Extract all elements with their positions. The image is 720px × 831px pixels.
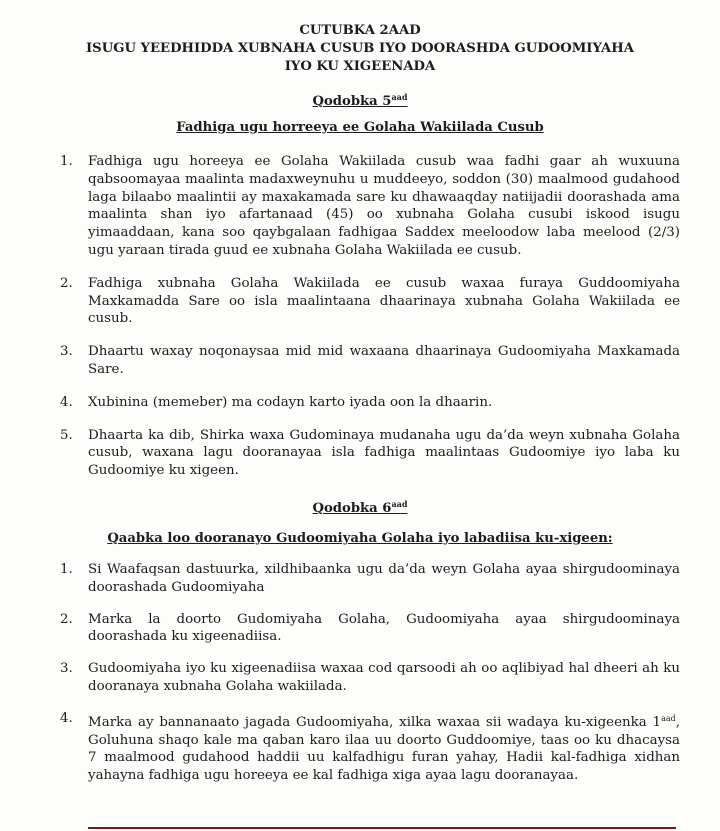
list-item: 3. Dhaartu waxay noqonaysaa mid mid waxaana dhaarinaya Gudoomiyaha Maxkamada Sare. (60, 344, 680, 377)
article6-title: Qodobka $6^{aad}$ (312, 498, 408, 516)
list-item: 2. Marka la doorto Gudomiyaha Golaha, Gudoomiyaha ayaa shirgudoominaya doorashada ku xigeenadiisa. (60, 611, 680, 645)
list-item: 1. Si Waafaqsan dastuurka, xildhibaanka ugu da’da weyn Golaha ayaa shirgudoominaya doorashada Gudoomiyaha (60, 561, 680, 595)
list-item: 1. Fadhiga ugu horeeya ee Golaha Wakiilada cusub waa fadhi gaar ah wuxuuna qabsoomayaa maalinta madaxweynuhu u muddeeyo, soddon (30) maalmood gudahood laga bilaabo maalintii ay maxakamada sare ku dhawaaqday natiijadii doorashada ama maalinta shan iyo afartanaad (45) oo xubnaha Golaha cusubi iskood isugu yimaaddaan, kana soo qaybgalaan fadhigaa Saddex meeloodow laba meelood (2/3) ugu yaraan tirada guud ee xubnaha Golaha Wakiilada ee cusub. (60, 154, 680, 258)
list-item: 5. Dhaarta ka dib, Shirka waxa Gudominaya mudanaha ugu da’da weyn xubnaha Golaha cusub, waxana lagu dooranayaa isla fadhiga maalintaas Gudoomiye iyo laba ku Gudoomiye ku xigeen. (60, 427, 680, 479)
list-item: 4. Xubinina (memeber) ma codayn karto iyada oon la dhaarin. (60, 394, 493, 410)
article5-subtitle: Fadhiga ugu horreeya ee Golaha Wakiilada Cusub (176, 120, 544, 135)
chapter-label: CUTUBKA 2AAD (299, 23, 421, 38)
article5-list (60, 153, 680, 480)
list-item: 3. Gudoomiyaha iyo ku xigeenadiisa waxaa cod qarsoodi ah oo aqlibiyad hal dheeri ah ku dooranaya xubnaha Golaha wakiilada. (60, 661, 680, 694)
article6-subtitle: Qaabka loo dooranayo Gudoomiyaha Golaha iyo labadiisa ku-xigeen: (107, 530, 613, 546)
list-item: 2. Fadhiga xubnaha Golaha Wakiilada ee cusub waxaa furaya Guddoomiyaha Maxkamadda Sare oo isla maalintaana dhaarinaya xubnaha Golaha Wakiilada ee cusub. (60, 275, 680, 327)
bottom-divider (88, 827, 676, 829)
chapter-header (40, 22, 680, 76)
list-item: 4. Marka ay bannanaato jagada Gudoomiyaha, xilka waxaa sii wadaya ku-xigeenka $1^{aad}$, Goluhuna shaqo kale ma qaban karo ilaa uu doorto Guddoomiye, taas oo ku dhacaysa 7 maalmood gudahood haddii uu kalfadhigu furan yahay, Hadii kal-fadhiga xidhan yahayna fadhiga ugu horeeya ee kal fadhiga xiga ayaa lagu dooranayaa. (60, 710, 680, 784)
chapter-title-line1: ISUGU YEEDHIDDA XUBNAHA CUSUB IYO DOORASHDA GUDOOMIYAHA (86, 41, 634, 56)
article5-title: Qodobka $5^{aad}$ (312, 92, 408, 109)
article5-title-sup: aad (391, 92, 408, 102)
chapter-title-line2: IYO KU XIGEENADA (284, 59, 436, 74)
article6-list (60, 561, 680, 785)
article6-title-sup: aad (391, 498, 408, 509)
